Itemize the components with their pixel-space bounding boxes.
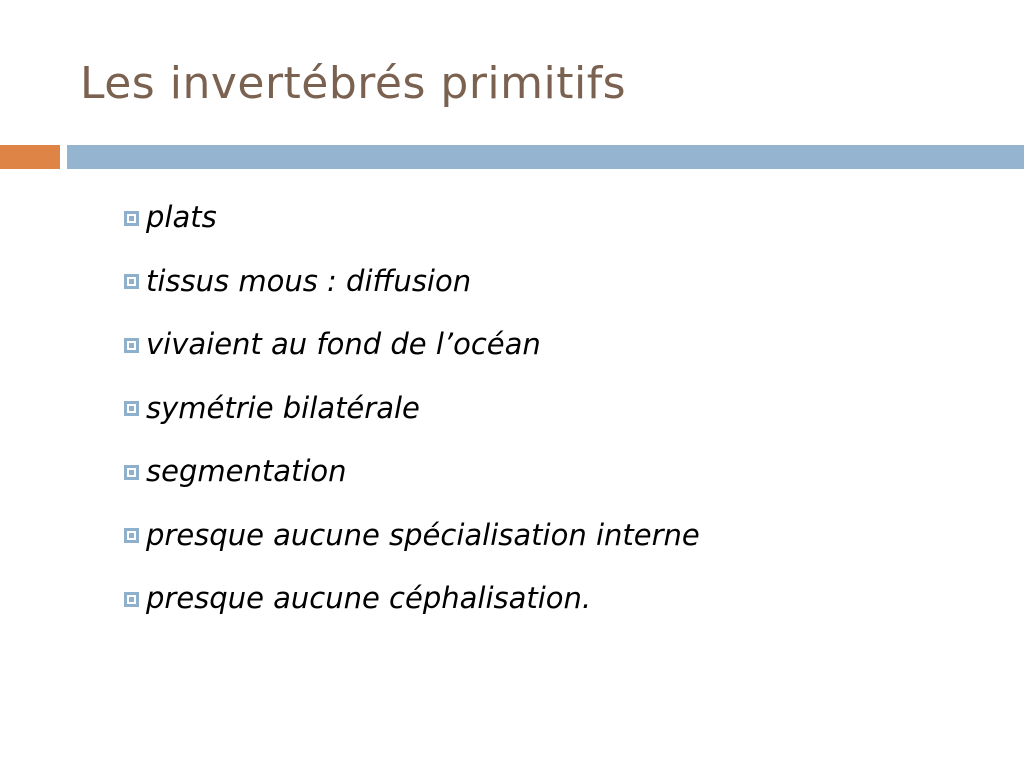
list-item [122, 567, 700, 631]
square-bullet-icon [122, 463, 140, 481]
bullet-text: tissus mous : diffusion [146, 263, 472, 298]
square-bullet-icon [122, 272, 140, 290]
bullet-text: presque aucune céphalisation. [146, 581, 592, 616]
square-bullet-icon [122, 209, 140, 227]
slide-title: Les invertébrés primitifs [80, 58, 627, 109]
accent-bar-orange [0, 145, 60, 169]
bullet-text: vivaient au fond de l’océan [146, 327, 541, 362]
bullet-text: plats [146, 200, 217, 235]
bullet-text: symétrie bilatérale [146, 390, 420, 425]
square-bullet-icon [122, 590, 140, 608]
bullet-text: presque aucune spécialisation interne [146, 517, 700, 552]
square-bullet-icon [122, 399, 140, 417]
square-bullet-icon [122, 336, 140, 354]
list-item [122, 440, 700, 504]
bullet-text: segmentation [146, 454, 347, 489]
square-bullet-icon [122, 526, 140, 544]
list-item [122, 313, 700, 377]
list-item [122, 504, 700, 568]
accent-bar-blue [67, 145, 1024, 169]
bullet-list [122, 186, 700, 631]
list-item [122, 250, 700, 314]
list-item [122, 186, 700, 250]
list-item [122, 377, 700, 441]
